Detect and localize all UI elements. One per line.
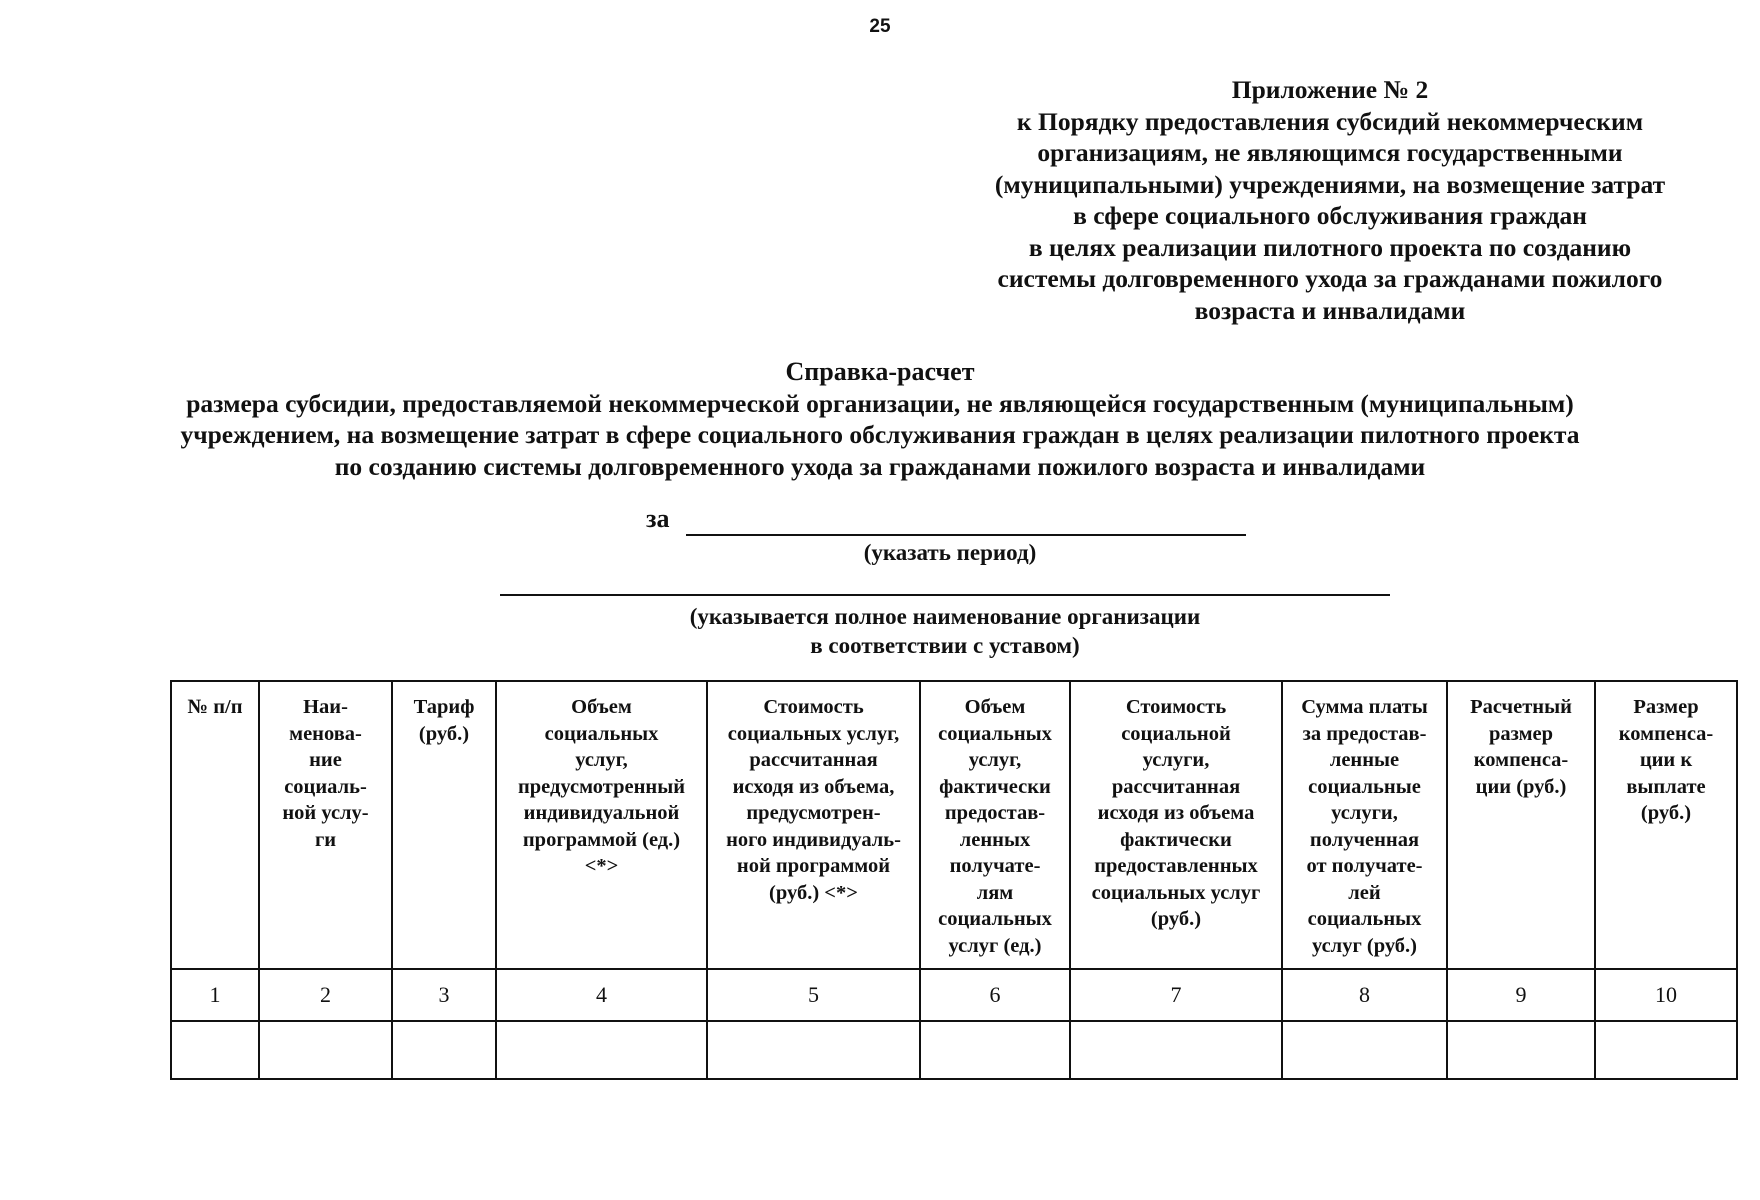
column-header-tariff: Тариф (руб.) (413, 696, 475, 745)
appendix-line: системы долговременного ухода за гражданами пожилого (997, 264, 1663, 293)
table-empty-cell[interactable] (1595, 1021, 1737, 1079)
table-header-cell (1282, 681, 1447, 969)
table-header-cell (1070, 681, 1282, 969)
column-number-cell: 3 (392, 969, 496, 1021)
organization-hint-line: (указывается полное наименование организации (689, 604, 1201, 629)
table-empty-cell[interactable] (920, 1021, 1070, 1079)
organization-hint (560, 602, 1330, 660)
table-empty-cell[interactable] (1447, 1021, 1595, 1079)
table-header-cell (1595, 681, 1737, 969)
column-header-actual-cost: Стоимость социальной услуги, рассчитанная исходя из объема фактически предоставленных социальных услуг (руб.) (1091, 696, 1261, 930)
column-number-cell: 4 (496, 969, 707, 1021)
column-number-cell: 1 (171, 969, 259, 1021)
column-header-planned-cost: Стоимость социальных услуг, рассчитанная исходя из объема, предусмотрен- ного индивидуаль- ной программой (руб.) <*> (726, 696, 901, 904)
column-number-cell: 5 (707, 969, 920, 1021)
document-title-line: по созданию системы долговременного ухода за гражданами пожилого возраста и инвалидами (334, 451, 1426, 481)
appendix-header (960, 74, 1700, 326)
column-number-cell: 10 (1595, 969, 1737, 1021)
table-empty-cell[interactable] (171, 1021, 259, 1079)
table-header-cell (920, 681, 1070, 969)
table-header-cell (171, 681, 259, 969)
document-title-line: учреждением, на возмещение затрат в сфере социального обслуживания граждан в целях реализации пилотного проекта (180, 420, 1580, 449)
table-header-row (171, 681, 1737, 969)
page-number: 25 (869, 16, 891, 37)
column-header-actual-volume: Объем социальных услуг, фактически предостав- ленных получате- лям социальных услуг (ед.) (938, 696, 1052, 957)
table-header-cell (259, 681, 392, 969)
column-header-number: № п/п (187, 696, 243, 718)
column-header-planned-volume: Объем социальных услуг, предусмотренный индивидуальной программой (ед.) <*> (517, 696, 686, 877)
column-header-fees-received: Сумма платы за предостав- ленные социальные услуги, полученная от получате- лей социальных услуг (руб.) (1301, 696, 1428, 957)
organization-blank-line[interactable] (500, 594, 1390, 596)
table-header-cell (496, 681, 707, 969)
table-header-cell (392, 681, 496, 969)
appendix-line: возраста и инвалидами (1194, 295, 1466, 325)
table-row-column-numbers (171, 969, 1737, 1021)
table-empty-cell[interactable] (392, 1021, 496, 1079)
table-row-empty (171, 1021, 1737, 1079)
table-empty-cell[interactable] (1070, 1021, 1282, 1079)
document-title (0, 356, 1760, 482)
document-title-line: размера субсидии, предоставляемой некоммерческой организации, не являющейся государственным (муниципальным) (186, 388, 1574, 418)
period-field (646, 504, 1246, 538)
period-hint: (указать период) (863, 540, 1037, 565)
column-header-service-name: Наи- менова- ние социаль- ной услу- ги (282, 696, 369, 851)
appendix-line: в сфере социального обслуживания граждан (1073, 201, 1587, 230)
column-number-cell: 8 (1282, 969, 1447, 1021)
table-empty-cell[interactable] (496, 1021, 707, 1079)
column-number-cell: 2 (259, 969, 392, 1021)
table-empty-cell[interactable] (707, 1021, 920, 1079)
table-header-cell (707, 681, 920, 969)
column-header-calculated-compensation: Расчетный размер компенса- ции (руб.) (1470, 696, 1572, 798)
appendix-title: Приложение № 2 (1231, 75, 1429, 104)
appendix-line: к Порядку предоставления субсидий некоммерческим (1016, 106, 1644, 136)
period-blank-line[interactable] (686, 534, 1246, 536)
table-empty-cell[interactable] (1282, 1021, 1447, 1079)
column-number-cell: 7 (1070, 969, 1282, 1021)
organization-hint-line: в соответствии с уставом) (810, 633, 1080, 658)
calculation-table (170, 680, 1738, 1080)
appendix-line: организациям, не являющимся государственными (1037, 138, 1623, 167)
appendix-line: (муниципальными) учреждениями, на возмещение затрат (994, 169, 1666, 199)
table-empty-cell[interactable] (259, 1021, 392, 1079)
column-number-cell: 9 (1447, 969, 1595, 1021)
column-header-compensation-payable: Размер компенса- ции к выплате (руб.) (1618, 696, 1714, 824)
column-number-cell: 6 (920, 969, 1070, 1021)
period-prefix: за (646, 504, 670, 533)
document-title-main: Справка-расчет (785, 357, 975, 386)
appendix-line: в целях реализации пилотного проекта по созданию (1028, 232, 1632, 262)
table-header-cell (1447, 681, 1595, 969)
